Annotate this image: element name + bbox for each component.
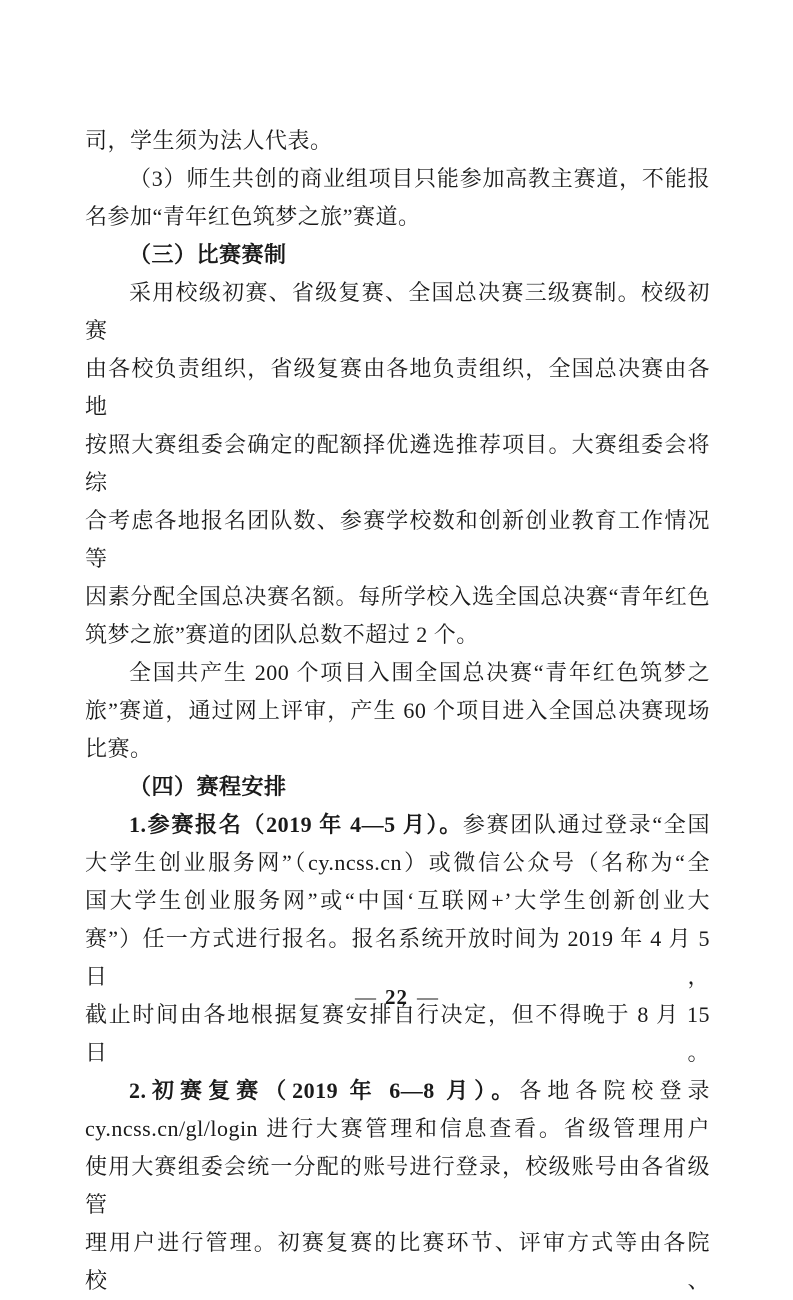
text-line xyxy=(85,350,710,426)
text-segment: 赛”）任一方式进行报名。报名系统开放时间为 2019 年 4 月 5 日， xyxy=(85,926,710,989)
text-segment: 由各校负责组织，省级复赛由各地负责组织，全国总决赛由各地 xyxy=(85,356,710,419)
text-line xyxy=(85,122,710,160)
text-line xyxy=(85,806,710,844)
text-line xyxy=(85,882,710,920)
text-line xyxy=(85,768,710,806)
text-segment: 理用户进行管理。初赛复赛的比赛环节、评审方式等由各院校、 xyxy=(85,1230,710,1293)
text-line xyxy=(85,578,710,616)
text-segment: 名参加“青年红色筑梦之旅”赛道。 xyxy=(85,204,421,229)
text-segment: 因素分配全国总决赛名额。每所学校入选全国总决赛“青年红色 xyxy=(85,584,710,609)
text-line xyxy=(85,236,710,274)
text-line xyxy=(85,844,710,882)
page-number-dash-right: — xyxy=(417,985,438,1009)
text-segment: 全国共产生 200 个项目入围全国总决赛“青年红色筑梦之 xyxy=(129,660,710,685)
text-line xyxy=(85,274,710,350)
bold-text-segment: 2.初赛复赛（2019 年 6—8 月）。 xyxy=(129,1078,520,1103)
text-segment: 司，学生须为法人代表。 xyxy=(85,128,333,153)
text-line xyxy=(85,1148,710,1224)
text-segment: cy.ncss.cn/gl/login 进行大赛管理和信息查看。省级管理用户 xyxy=(85,1116,710,1141)
page-number-dash-left: — xyxy=(355,985,376,1009)
page-footer xyxy=(0,985,793,1009)
text-segment: 参赛团队通过登录“全国 xyxy=(462,812,710,837)
text-segment: 采用校级初赛、省级复赛、全国总决赛三级赛制。校级初赛 xyxy=(85,280,710,343)
bold-text-segment: 1.参赛报名（2019 年 4—5 月）。 xyxy=(129,812,463,837)
text-line xyxy=(85,198,710,236)
text-line xyxy=(85,160,710,198)
text-line xyxy=(85,1110,710,1148)
text-segment: 各地各院校登录 xyxy=(519,1078,710,1103)
text-segment: 筑梦之旅”赛道的团队总数不超过 2 个。 xyxy=(85,622,479,647)
bold-text-segment: （四）赛程安排 xyxy=(129,774,287,799)
document-body xyxy=(85,122,710,1300)
text-line xyxy=(85,1224,710,1300)
text-segment: 国大学生创业服务网”或“中国‘互联网+’大学生创新创业大 xyxy=(85,888,710,913)
text-line xyxy=(85,502,710,578)
text-line xyxy=(85,426,710,502)
text-segment: （3）师生共创的商业组项目只能参加高教主赛道，不能报 xyxy=(129,166,710,191)
text-segment: 大学生创业服务网”（cy.ncss.cn）或微信公众号（名称为“全 xyxy=(85,850,710,875)
text-line xyxy=(85,730,710,768)
text-segment: 旅”赛道，通过网上评审，产生 60 个项目进入全国总决赛现场 xyxy=(85,698,710,723)
text-line xyxy=(85,692,710,730)
text-line xyxy=(85,1072,710,1110)
text-segment: 截止时间由各地根据复赛安排自行决定，但不得晚于 8 月 15 日。 xyxy=(85,1002,710,1065)
text-segment: 合考虑各地报名团队数、参赛学校数和创新创业教育工作情况等 xyxy=(85,508,710,571)
text-line xyxy=(85,654,710,692)
text-segment: 比赛。 xyxy=(85,736,153,761)
text-segment: 使用大赛组委会统一分配的账号进行登录，校级账号由各省级管 xyxy=(85,1154,710,1217)
page-number: 22 xyxy=(385,985,408,1009)
text-segment: 按照大赛组委会确定的配额择优遴选推荐项目。大赛组委会将综 xyxy=(85,432,710,495)
text-line xyxy=(85,616,710,654)
bold-text-segment: （三）比赛赛制 xyxy=(129,242,287,267)
